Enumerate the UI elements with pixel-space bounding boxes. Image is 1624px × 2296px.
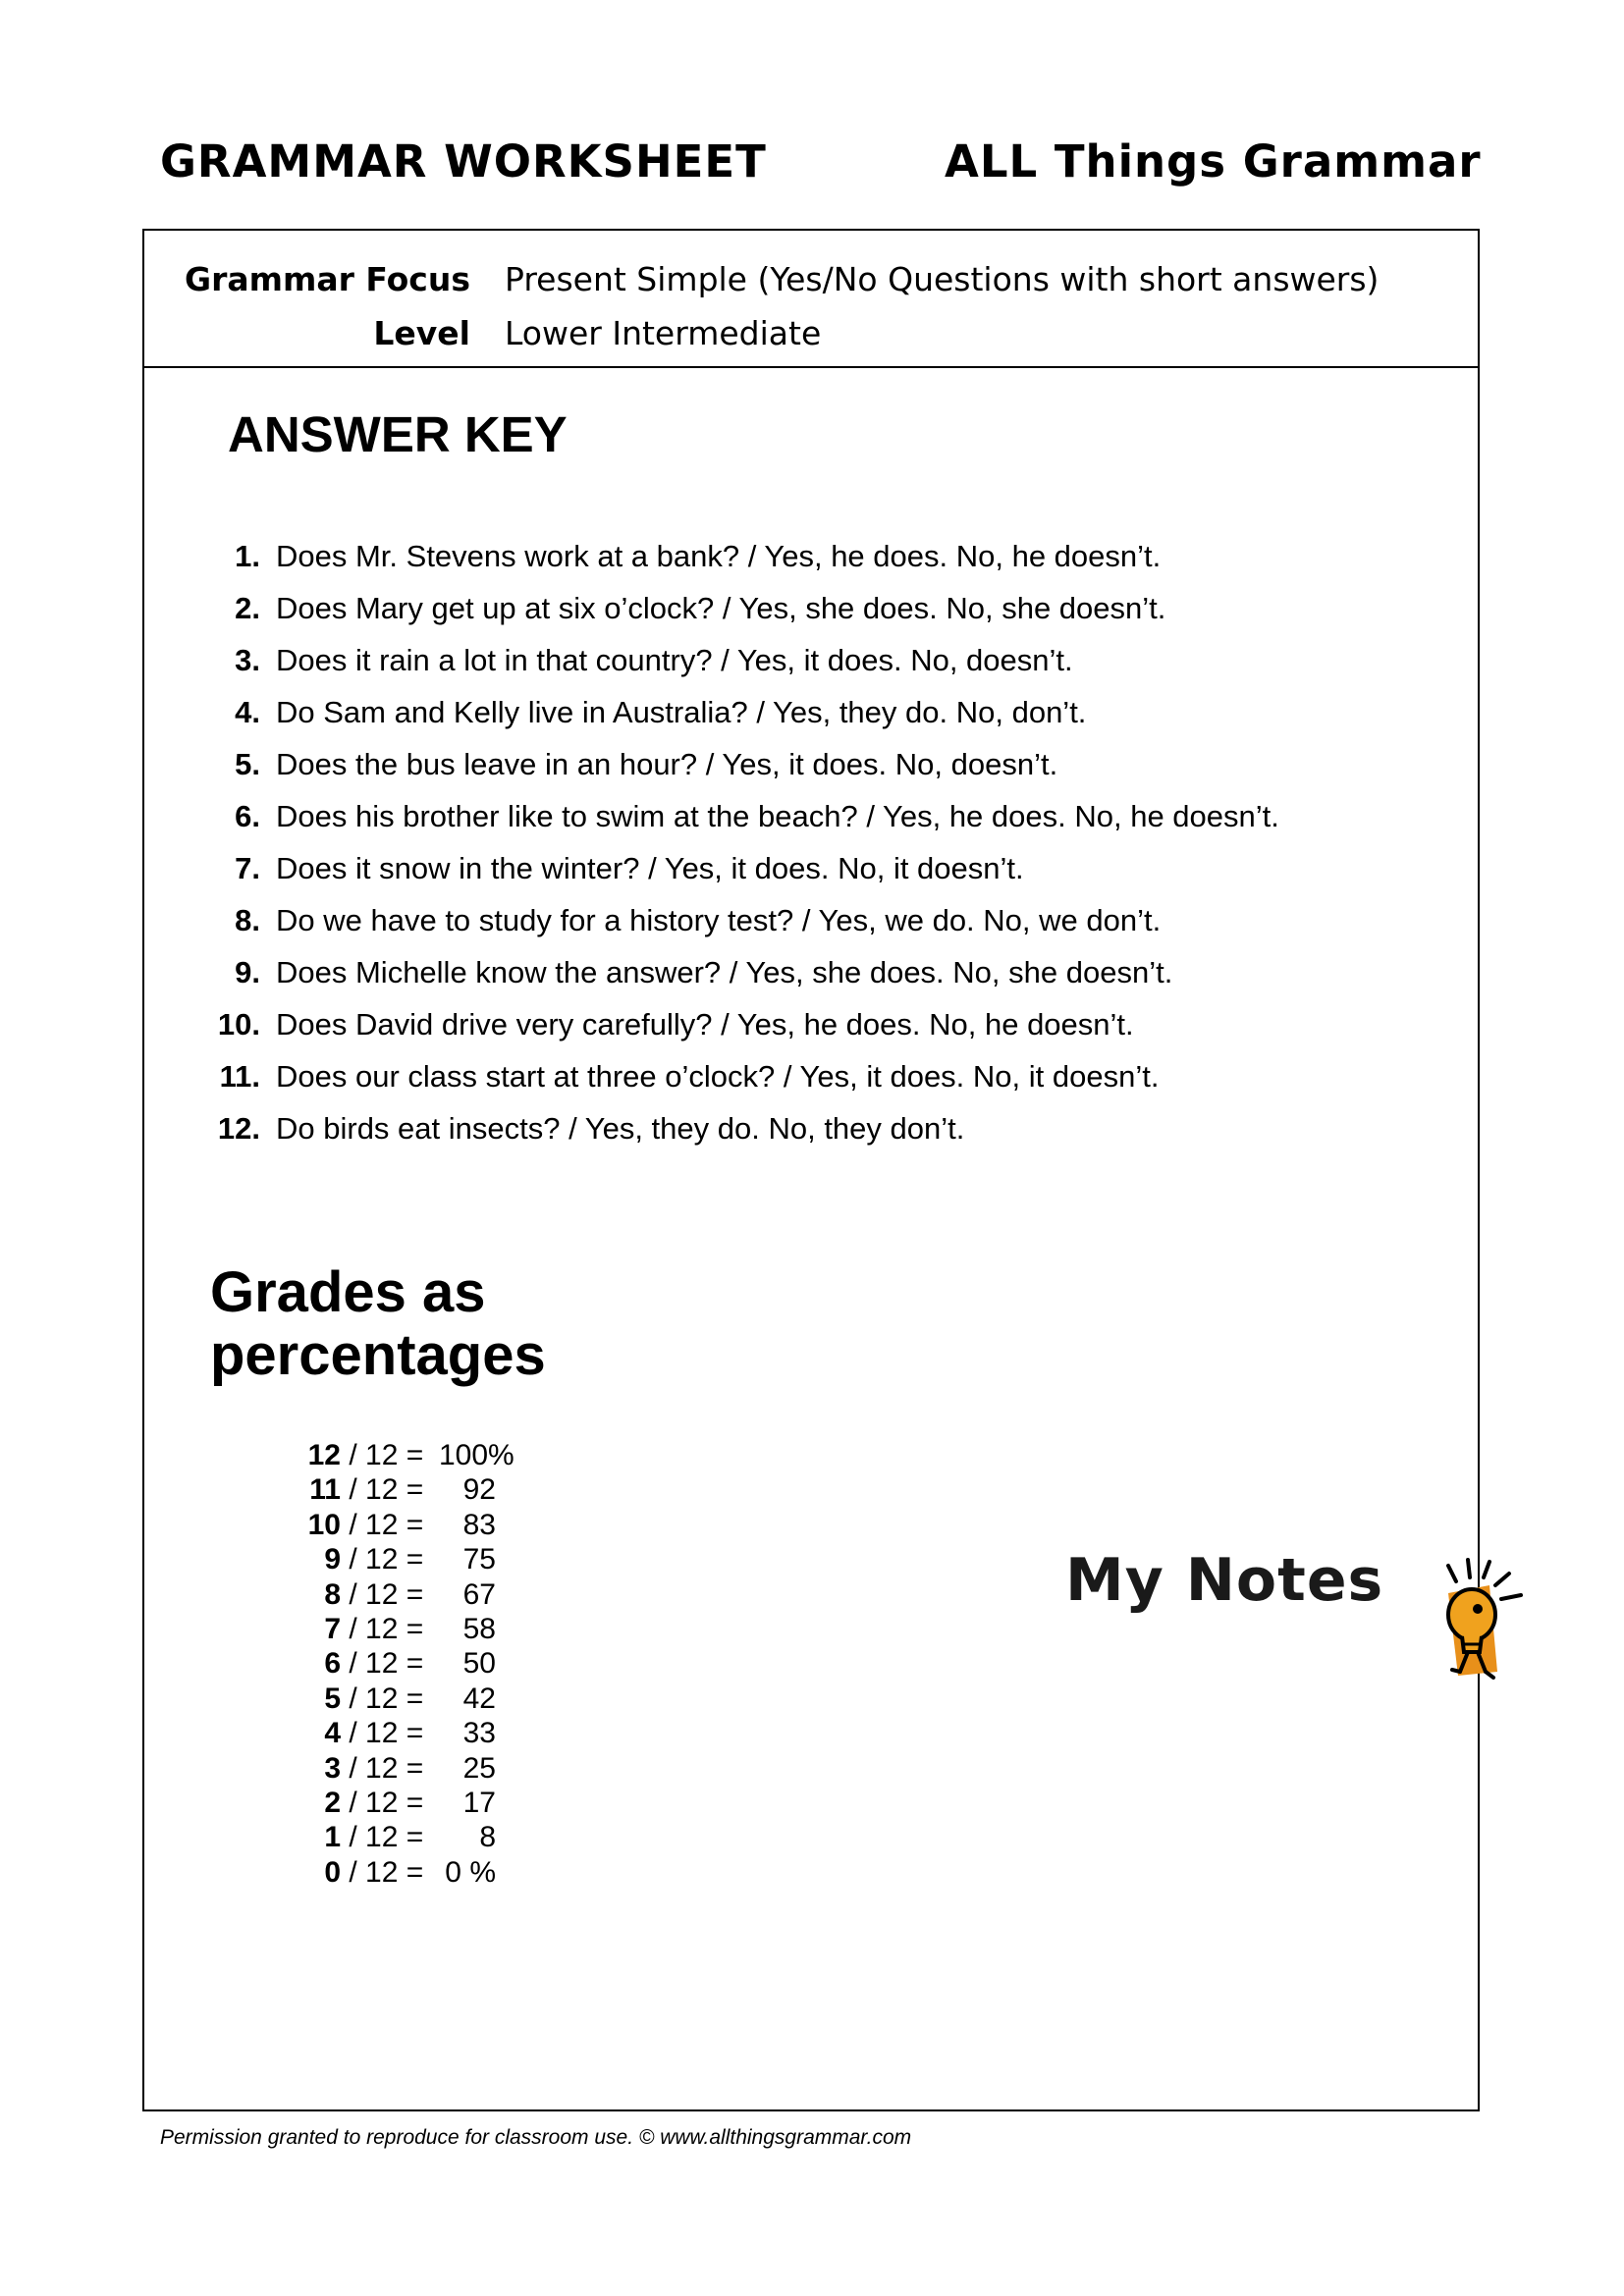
grade-out-of: / 12 =	[341, 1508, 424, 1541]
grade-score: 10	[307, 1508, 341, 1541]
grade-score: 1	[324, 1821, 341, 1854]
grade-out-of: / 12 =	[341, 1821, 424, 1854]
grade-row	[301, 1577, 496, 1612]
answer-text: Does Mr. Stevens work at a bank? / Yes, he does. No, he doesn’t.	[276, 539, 1162, 573]
answer-item	[203, 634, 1279, 686]
footer-permission: Permission granted to reproduce for classroom use. © www.allthingsgrammar.com	[160, 2126, 912, 2149]
answer-item	[203, 1050, 1279, 1102]
answer-item	[203, 582, 1279, 634]
grades-title-line1: Grades as	[210, 1260, 486, 1324]
grade-score: 5	[324, 1682, 341, 1715]
grade-out-of: / 12 =	[341, 1543, 424, 1576]
grades-title	[210, 1261, 546, 1387]
grade-score: 7	[324, 1612, 341, 1645]
answer-key-title: ANSWER KEY	[228, 406, 568, 462]
grade-out-of: / 12 =	[341, 1439, 424, 1471]
level-value: Lower Intermediate	[505, 314, 822, 352]
grade-score: 0	[324, 1855, 341, 1889]
answer-item	[203, 998, 1279, 1050]
grade-percent: 25	[462, 1751, 496, 1785]
grade-row	[301, 1751, 496, 1786]
my-notes-title: My Notes	[1065, 1546, 1384, 1615]
grade-row	[301, 1682, 496, 1716]
answer-item	[203, 790, 1279, 842]
grade-percent: 100%	[439, 1439, 514, 1471]
grammar-focus-label: Grammar Focus	[184, 260, 470, 298]
grade-out-of: / 12 =	[341, 1717, 424, 1750]
grade-score: 8	[324, 1577, 341, 1611]
answer-number: 7.	[235, 851, 260, 885]
level-label: Level	[373, 314, 470, 352]
answer-item	[203, 1102, 1279, 1154]
answer-text: Do we have to study for a history test? / Yes, we do. No, we don’t.	[276, 903, 1162, 937]
grade-percent: 58	[462, 1612, 496, 1645]
grade-percent: 33	[462, 1717, 496, 1750]
grade-percent: 8	[479, 1821, 496, 1854]
answer-number: 4.	[235, 695, 260, 729]
answer-number: 3.	[235, 643, 260, 677]
grade-score: 6	[324, 1647, 341, 1681]
grade-out-of: / 12 =	[341, 1577, 424, 1611]
answer-text: Does his brother like to swim at the beach? / Yes, he does. No, he doesn’t.	[276, 799, 1279, 833]
answer-number: 9.	[235, 955, 260, 989]
answer-item	[203, 738, 1279, 790]
answer-item	[203, 894, 1279, 946]
grade-percent: 50	[462, 1647, 496, 1681]
answer-number: 8.	[235, 903, 260, 937]
brand-title: ALL Things Grammar	[945, 135, 1482, 187]
answer-item	[203, 530, 1279, 582]
grade-row	[301, 1542, 496, 1576]
grade-percent: 17	[462, 1786, 496, 1819]
grade-score: 3	[324, 1751, 341, 1785]
grade-out-of: / 12 =	[341, 1855, 424, 1889]
answer-item	[203, 842, 1279, 894]
grade-out-of: / 12 =	[341, 1647, 424, 1681]
answer-number: 6.	[235, 799, 260, 833]
answer-text: Do birds eat insects? / Yes, they do. No, they don’t.	[276, 1111, 965, 1146]
worksheet-frame	[142, 229, 1480, 2111]
answer-text: Does it rain a lot in that country? / Yes, it does. No, doesn’t.	[276, 643, 1073, 677]
grade-row	[301, 1855, 496, 1890]
grade-out-of: / 12 =	[341, 1786, 424, 1819]
grade-score: 12	[307, 1439, 341, 1471]
grade-row	[301, 1612, 496, 1646]
grade-row	[301, 1438, 514, 1472]
grade-percent: 67	[462, 1577, 496, 1611]
answer-text: Does our class start at three o’clock? / Yes, it does. No, it doesn’t.	[276, 1059, 1160, 1094]
answer-number: 12.	[217, 1111, 260, 1146]
grade-row	[301, 1716, 496, 1750]
lightbulb-character-icon	[1429, 1556, 1537, 1713]
answer-text: Does David drive very carefully? / Yes, he does. No, he doesn’t.	[276, 1007, 1134, 1041]
answer-number: 5.	[235, 747, 260, 781]
answer-number: 11.	[219, 1059, 260, 1094]
worksheet-title: GRAMMAR WORKSHEET	[160, 135, 767, 187]
grade-row	[301, 1820, 496, 1854]
grammar-focus-value: Present Simple (Yes/No Questions with short answers)	[505, 260, 1380, 298]
grade-percent: 83	[462, 1508, 496, 1541]
grade-score: 4	[324, 1717, 341, 1750]
answer-item	[203, 686, 1279, 738]
grade-out-of: / 12 =	[341, 1751, 424, 1785]
answer-number: 10.	[217, 1007, 260, 1041]
grade-row	[301, 1646, 496, 1681]
grade-row	[301, 1786, 496, 1820]
grade-row	[301, 1508, 496, 1542]
answer-number: 2.	[235, 591, 260, 625]
answer-text: Does it snow in the winter? / Yes, it does. No, it doesn’t.	[276, 851, 1024, 885]
answer-item	[203, 946, 1279, 998]
grade-score: 2	[324, 1786, 341, 1819]
answer-text: Does the bus leave in an hour? / Yes, it does. No, doesn’t.	[276, 747, 1058, 781]
answer-text: Does Michelle know the answer? / Yes, she does. No, she doesn’t.	[276, 955, 1173, 989]
grade-out-of: / 12 =	[341, 1473, 424, 1507]
grades-table	[301, 1438, 514, 1890]
grade-row	[301, 1472, 496, 1507]
grade-percent: 42	[462, 1682, 496, 1715]
grade-score: 11	[309, 1473, 341, 1507]
grade-score: 9	[324, 1543, 341, 1576]
grade-out-of: / 12 =	[341, 1682, 424, 1715]
grammar-focus-box	[144, 231, 1478, 368]
grade-percent: 92	[462, 1473, 496, 1507]
answer-list	[203, 530, 1279, 1154]
grade-percent: 75	[462, 1543, 496, 1576]
grade-out-of: / 12 =	[341, 1612, 424, 1645]
grade-percent: 0 %	[445, 1855, 496, 1889]
answer-text: Does Mary get up at six o’clock? / Yes, she does. No, she doesn’t.	[276, 591, 1166, 625]
answer-number: 1.	[235, 539, 260, 573]
answer-text: Do Sam and Kelly live in Australia? / Yes, they do. No, don’t.	[276, 695, 1087, 729]
grades-title-line2: percentages	[210, 1323, 546, 1387]
